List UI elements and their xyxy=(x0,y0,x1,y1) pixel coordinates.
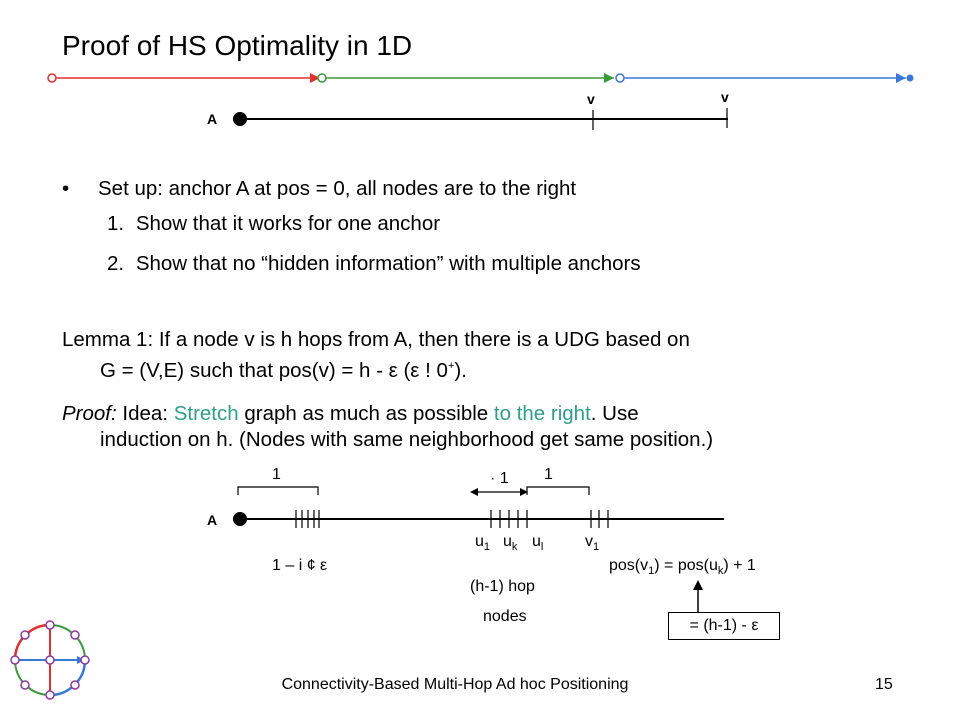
lemma-sup: + xyxy=(447,360,455,372)
proof-right: to the right xyxy=(493,402,591,425)
slide-title: Proof of HS Optimality in 1D xyxy=(62,30,413,61)
lemma-expr: G = (V,E) such that pos(v) = h - ε (ε ! 0 xyxy=(100,359,448,382)
proof-end: . Use xyxy=(590,402,639,425)
boxed-equation: = (h-1) - ε xyxy=(668,612,780,640)
item-text: Show that no “hidden information” with multiple anchors xyxy=(135,252,641,275)
proof-idea: Idea: xyxy=(116,402,174,425)
u1-label: $u_1$ xyxy=(475,533,491,553)
pos-equation: $pos(v_1) = pos(u_k) + 1$ xyxy=(609,557,756,577)
bullet-marker: • xyxy=(62,177,70,200)
uk-label: $u_k$ xyxy=(503,533,518,553)
proof-line-2: induction on h. (Nodes with same neighborhood get same position.) xyxy=(100,428,714,451)
hop-nodes-line-1: (h-1) hop xyxy=(470,578,535,595)
page-number: 15 xyxy=(875,676,893,693)
proof-stretch: Stretch xyxy=(173,402,239,425)
item-text: Show that it works for one anchor xyxy=(135,212,441,235)
up-arrowhead xyxy=(693,580,703,590)
brace-1 xyxy=(238,487,318,495)
lemma-line-1: Lemma 1: If a node v is h hops from A, then there is a UDG based on xyxy=(62,328,690,351)
brace-2-label: · 1 xyxy=(490,470,509,487)
lemma-end: ). xyxy=(454,359,467,382)
double-arrow-left xyxy=(470,488,478,496)
top-v-label-2: v xyxy=(721,89,729,105)
proof-mid: graph as much as possible xyxy=(238,402,494,425)
item-number: 1. xyxy=(107,212,125,235)
bottom-anchor-label: A xyxy=(207,512,218,528)
v1-label: $v_1$ xyxy=(585,533,600,553)
item-number: 2. xyxy=(107,252,125,275)
hop-nodes-line-2: nodes xyxy=(483,608,527,625)
ul-label: $u_l$ xyxy=(532,533,544,553)
setup-bullet: Set up: anchor A at pos = 0, all nodes are to the right xyxy=(98,177,577,200)
proof-label: Proof: xyxy=(62,402,117,425)
top-v-label-1: v xyxy=(587,91,595,107)
brace-1-label: 1 xyxy=(272,466,281,483)
brace-3 xyxy=(527,487,589,495)
top-anchor-label: A xyxy=(207,111,218,127)
left-expression: 1 – i ¢ ε xyxy=(272,557,328,574)
brace-3-label: 1 xyxy=(544,466,553,483)
footer-title: Connectivity-Based Multi-Hop Ad hoc Positioning xyxy=(281,676,629,693)
